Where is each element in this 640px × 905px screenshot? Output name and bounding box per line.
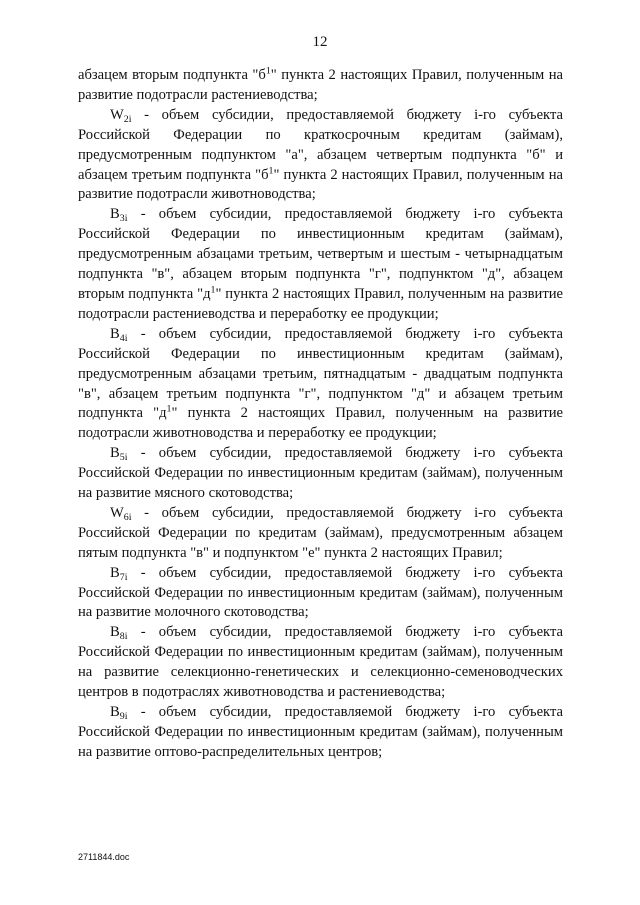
definition-text: - объем субсидии, предоставляемой бюджету i-го субъекта Российской Федерации по краткосрочным кредитам (займам), предусмотренным подпунктом "а", абзацем четвертым подпункта "б" и абзацем третьим подпункта "б — [78, 106, 563, 183]
definition-superscript: 1 — [166, 403, 172, 415]
variable-symbol: B — [110, 325, 120, 342]
variable-subscript: 8i — [119, 631, 128, 643]
variable-symbol: B — [110, 206, 120, 223]
document-body — [78, 66, 563, 763]
variable-symbol: B — [110, 704, 120, 720]
variable-subscript: 6i — [123, 511, 132, 523]
definition-text: - объем субсидии, предоставляемой бюджету i-го субъекта Российской Федерации по инвестиционным кредитам (займам), полученным на развитие оптово-распределительных центров; — [78, 704, 563, 760]
definition-entry — [78, 564, 563, 624]
variable-symbol: W — [110, 504, 124, 521]
variable-subscript: 2i — [123, 113, 132, 125]
definition-entry — [78, 325, 563, 444]
definition-text: - объем субсидии, предоставляемой бюджету i-го субъекта Российской Федерации по инвестиционным кредитам (займам), предусмотренным абзацами третьим, пятнадцатым - двадцатым подпункта "в", абзацем третьим подпункта "г", подпунктом "д" и абзацем третьим подпункта "д — [78, 325, 563, 422]
continuation-paragraph — [78, 66, 563, 106]
definition-text: - объем субсидии, предоставляемой бюджету i-го субъекта Российской Федерации по инвестиционным кредитам (займам), предусмотренным абзацами третьим, четвертым и шестым - четырнадцатым подпункта "в", абзацем вторым подпункта "г", подпунктом "д", абзацем вторым подпункта "д — [78, 206, 563, 302]
variable-symbol: W — [110, 106, 124, 123]
continuation-text-end: " пункта 2 настоящих Правил, полученным на развитие подотрасли растениеводства; — [78, 67, 563, 103]
definition-entry — [78, 444, 563, 504]
variable-symbol: B — [110, 624, 120, 641]
definition-superscript: 1 — [210, 284, 216, 296]
definition-list — [78, 106, 563, 763]
variable-subscript: 4i — [119, 332, 128, 344]
definition-entry — [78, 623, 563, 703]
page-number: 12 — [312, 34, 328, 50]
variable-subscript: 3i — [119, 213, 128, 225]
definition-text-end: " пункта 2 настоящих Правил, полученным на развитие подотрасли растениеводства и переработку ее продукции; — [78, 285, 563, 322]
definition-entry — [78, 205, 563, 324]
definition-text-end: " пункта 2 настоящих Правил, полученным на развитие подотрасли животноводства; — [78, 166, 563, 203]
definition-text-end: " пункта 2 настоящих Правил, полученным на развитие подотрасли животноводства и переработку ее продукции; — [78, 405, 563, 442]
definition-entry — [78, 504, 563, 564]
footer-filename: 2711844.doc — [78, 852, 130, 862]
variable-subscript: 5i — [119, 452, 128, 464]
variable-symbol: B — [110, 445, 120, 462]
variable-subscript: 7i — [119, 571, 128, 583]
variable-symbol: B — [110, 564, 120, 581]
definition-superscript: 1 — [268, 165, 274, 177]
definition-entry — [78, 703, 563, 763]
variable-subscript: 9i — [119, 710, 128, 722]
definition-entry — [78, 106, 563, 206]
definition-text: - объем субсидии, предоставляемой бюджету i-го субъекта Российской Федерации по инвестиционным кредитам (займам), полученным на развитие мясного скотоводства; — [78, 445, 563, 502]
definition-text: - объем субсидии, предоставляемой бюджету i-го субъекта Российской Федерации по инвестиционным кредитам (займам), полученным на развитие селекционно-генетических и селекционно-семеноводческих центров в подотраслях животноводства и растениеводства; — [78, 624, 563, 701]
definition-text: - объем субсидии, предоставляемой бюджету i-го субъекта Российской Федерации по инвестиционным кредитам (займам), полученным на развитие молочного скотоводства; — [78, 564, 563, 621]
continuation-text-start: абзацем вторым подпункта "б — [78, 67, 266, 83]
definition-text: - объем субсидии, предоставляемой бюджету i-го субъекта Российской Федерации по кредитам (займам), предусмотренным абзацем пятым подпункта "в" и подпунктом "е" пункта 2 настоящих Правил; — [78, 504, 563, 561]
continuation-superscript: 1 — [265, 65, 271, 77]
